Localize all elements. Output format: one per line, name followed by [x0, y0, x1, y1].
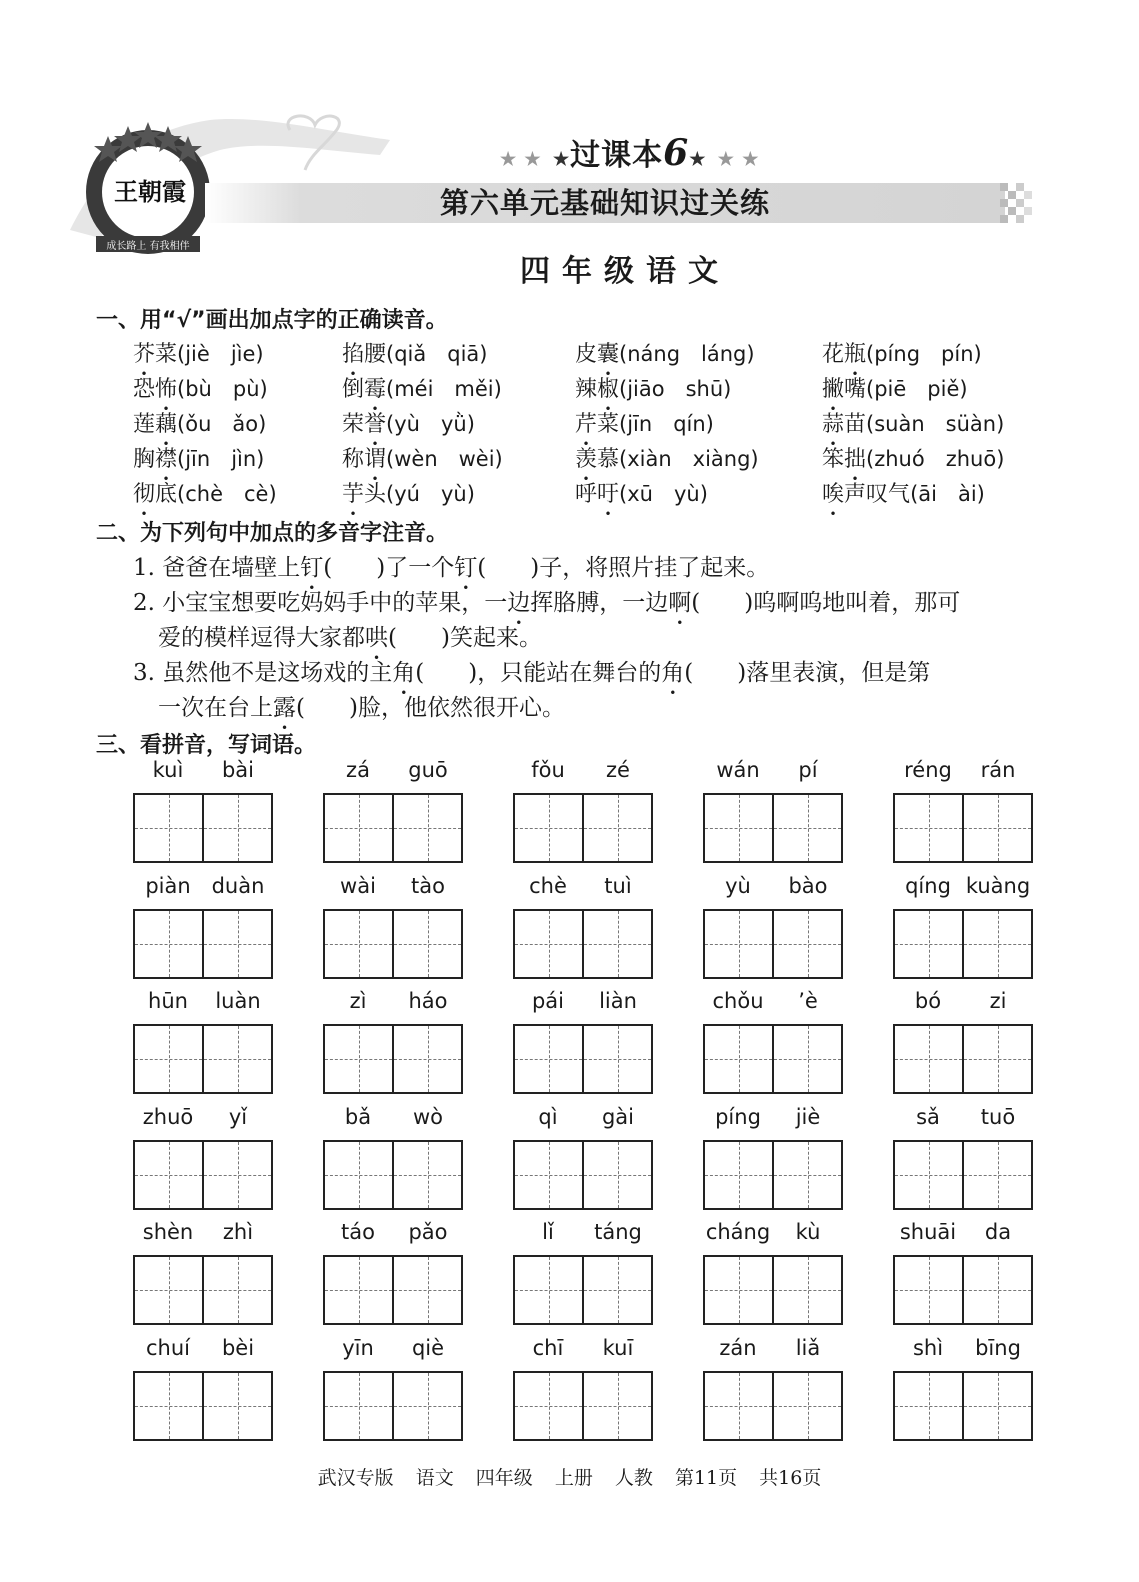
reading-item[interactable]: 荣誉(yù yǜ)	[342, 412, 475, 437]
pinyin-syllable: bīng	[975, 1335, 1021, 1360]
pinyin-syllable: shuāi	[899, 1220, 957, 1244]
character-cell[interactable]	[582, 1373, 651, 1439]
character-cell[interactable]	[962, 1142, 1031, 1208]
character-cell[interactable]	[582, 795, 651, 861]
character-cell[interactable]	[135, 911, 202, 977]
character-cell[interactable]	[515, 795, 582, 861]
sentence-1: 1. 爸爸在墙壁上钉( )了一个钉( )子，将照片挂了起来。	[133, 555, 770, 581]
character-cell[interactable]	[962, 1257, 1031, 1323]
sentence-2: 2. 小宝宝想要吃妈妈手中的苹果，一边挥胳膊，一边啊( )呜啊呜地叫着，那可	[133, 590, 961, 616]
pinyin-options: (qiǎ qiā)	[386, 342, 488, 366]
character-cell[interactable]	[772, 1142, 841, 1208]
character-cell[interactable]	[582, 1026, 651, 1092]
pinyin-syllable: wài	[340, 873, 376, 898]
character-cell[interactable]	[325, 1142, 392, 1208]
character-cell[interactable]	[392, 1026, 461, 1092]
character-cell[interactable]	[325, 1373, 392, 1439]
publisher-logo	[78, 118, 218, 258]
pinyin-options: (piē piě)	[866, 377, 968, 401]
pinyin-syllable: yǐ	[228, 1104, 248, 1129]
pinyin-syllable: kù	[795, 1220, 821, 1244]
checker-decoration	[1000, 183, 1038, 223]
unit-title: 第六单元基础知识过关练	[439, 186, 770, 220]
writing-box[interactable]	[133, 1140, 273, 1210]
character-cell[interactable]	[202, 1257, 271, 1323]
pinyin-syllable: bèi	[221, 1335, 255, 1360]
character-cell[interactable]	[515, 1373, 582, 1439]
sentence-3: 3. 虽然他不是这场戏的主角( )，只能站在舞台的角( )落里表演，但是第	[133, 660, 931, 686]
pinyin-options: (zhuó zhuō)	[866, 447, 1005, 471]
footer-volume: 上册	[554, 1467, 593, 1489]
pinyin-syllable: wán	[716, 758, 760, 782]
reading-item[interactable]: 笨拙(zhuó zhuō)	[822, 447, 1005, 472]
character-cell[interactable]	[135, 1373, 202, 1439]
character-cell[interactable]	[705, 911, 772, 977]
section2-title: 二、为下列句中加点的多音字注音。	[96, 521, 449, 546]
character-cell[interactable]	[392, 795, 461, 861]
character-cell[interactable]	[392, 911, 461, 977]
pinyin-syllable: réng	[904, 758, 952, 782]
character-cell[interactable]	[202, 795, 271, 861]
star-icon: ★ ★	[717, 149, 760, 170]
pinyin-options: (xiàn xiàng)	[619, 447, 759, 471]
character-cell[interactable]	[202, 1142, 271, 1208]
pinyin-syllable: zé	[606, 758, 630, 782]
star-icon: ★ ★	[500, 149, 542, 170]
star-icon: ★	[689, 149, 707, 170]
pinyin-syllable: bào	[788, 873, 828, 898]
pinyin-syllable: táng	[594, 1220, 642, 1244]
pinyin-options: (píng pín)	[866, 342, 982, 366]
pinyin-syllable: chuí	[146, 1335, 190, 1360]
writing-box[interactable]	[513, 909, 653, 979]
character-cell[interactable]	[202, 1026, 271, 1092]
writing-box[interactable]	[513, 1371, 653, 1441]
character-cell[interactable]	[582, 911, 651, 977]
writing-box[interactable]	[513, 1255, 653, 1325]
character-cell[interactable]	[962, 1373, 1031, 1439]
pinyin-syllable: shì	[912, 1335, 944, 1360]
writing-box[interactable]	[893, 1371, 1033, 1441]
pinyin-syllable: yīn	[342, 1335, 374, 1360]
writing-box[interactable]	[513, 1140, 653, 1210]
pinyin-syllable: lǐ	[542, 1220, 554, 1244]
pinyin-options: (ǒu ǎo)	[177, 412, 267, 436]
pinyin-syllable: bǎ	[344, 1104, 372, 1129]
character-cell[interactable]	[705, 795, 772, 861]
reading-item[interactable]: 芋头(yú yù)	[342, 482, 475, 507]
reading-item[interactable]: 芹菜(jīn qín)	[575, 412, 714, 437]
writing-box[interactable]	[513, 793, 653, 863]
writing-box[interactable]	[893, 793, 1033, 863]
pinyin-syllable: guō	[408, 758, 448, 782]
sentence-2-cont: 爱的模样逗得大家都哄( )笑起来。	[158, 625, 542, 651]
pinyin-syllable: píng	[715, 1104, 761, 1129]
pinyin-syllable: yù	[725, 873, 751, 898]
character-cell[interactable]	[135, 795, 202, 861]
character-cell[interactable]	[582, 1142, 651, 1208]
reading-item[interactable]: 呼吁(xū yù)	[575, 482, 708, 507]
character-cell[interactable]	[135, 1257, 202, 1323]
pinyin-options: (yú yù)	[386, 482, 475, 506]
character-cell[interactable]	[962, 1026, 1031, 1092]
pinyin-syllable: liǎ	[795, 1335, 821, 1360]
character-cell[interactable]	[392, 1373, 461, 1439]
character-cell[interactable]	[135, 1026, 202, 1092]
pinyin-syllable: zhuō	[142, 1104, 194, 1129]
footer-total: 共16页	[759, 1467, 822, 1489]
character-cell[interactable]	[515, 1257, 582, 1323]
pinyin-options: (yù yǜ)	[386, 412, 475, 436]
writing-box[interactable]	[323, 1255, 463, 1325]
pinyin-syllable: liàn	[599, 989, 637, 1013]
pinyin-syllable: chǒu	[712, 989, 764, 1013]
footer-grade: 四年级	[475, 1467, 533, 1489]
reading-item[interactable]: 恐怖(bù pù)	[133, 377, 268, 402]
pinyin-syllable: zì	[349, 989, 367, 1013]
pinyin-options: (jiè jìe)	[177, 342, 264, 366]
writing-box[interactable]	[133, 909, 273, 979]
pinyin-syllable: rán	[980, 758, 1016, 782]
writing-box[interactable]	[513, 1024, 653, 1094]
pinyin-options: (jīn jìn)	[177, 447, 265, 471]
writing-box[interactable]	[133, 793, 273, 863]
writing-box[interactable]	[133, 1371, 273, 1441]
pinyin-syllable: pǎo	[408, 1220, 448, 1244]
pinyin-syllable: zi	[989, 989, 1007, 1013]
character-cell[interactable]	[392, 1142, 461, 1208]
writing-box[interactable]	[133, 1024, 273, 1094]
pinyin-syllable: tào	[411, 873, 445, 898]
footer-subject: 语文	[415, 1467, 454, 1489]
pinyin-syllable: pí	[798, 758, 818, 782]
pinyin-syllable: chè	[529, 873, 567, 898]
pinyin-options: (chè cè)	[177, 482, 277, 506]
pinyin-syllable: tuō	[980, 1104, 1016, 1129]
pinyin-syllable: bài	[221, 758, 255, 782]
writing-box[interactable]	[703, 1024, 843, 1094]
pinyin-syllable: wò	[412, 1104, 444, 1129]
pinyin-syllable: háo	[408, 989, 448, 1013]
pinyin-options: (jīn qín)	[619, 412, 714, 436]
character-cell[interactable]	[325, 1257, 392, 1323]
writing-box[interactable]	[323, 1371, 463, 1441]
writing-box[interactable]	[893, 909, 1033, 979]
character-cell[interactable]	[325, 795, 392, 861]
writing-box[interactable]	[133, 1255, 273, 1325]
pinyin-syllable: pái	[531, 989, 565, 1013]
pinyin-options: (náng láng)	[619, 342, 755, 366]
character-cell[interactable]	[202, 1373, 271, 1439]
reading-item[interactable]: 蒜苗(suàn süàn)	[822, 412, 1005, 437]
pinyin-syllable: chī	[532, 1335, 564, 1360]
footer-page: 第11页	[674, 1467, 738, 1489]
character-cell[interactable]	[515, 911, 582, 977]
section3-title: 三、看拼音，写词语。	[96, 733, 317, 758]
footer-publisher: 人教	[614, 1467, 653, 1489]
pinyin-syllable: duàn	[211, 873, 265, 898]
pinyin-syllable: qíng	[905, 873, 951, 898]
reading-item[interactable]: 唉声叹气(āi ài)	[822, 482, 985, 507]
pinyin-syllable: jiè	[795, 1104, 821, 1129]
reading-item[interactable]: 掐腰(qiǎ qiā)	[342, 342, 488, 367]
character-cell[interactable]	[705, 1373, 772, 1439]
character-cell[interactable]	[582, 1257, 651, 1323]
pinyin-syllable: zá	[346, 758, 370, 782]
pinyin-options: (bù pù)	[177, 377, 268, 401]
logo-slogan: 成长路上 有我相伴	[106, 241, 190, 252]
pinyin-options: (wèn wèi)	[386, 447, 503, 471]
pinyin-syllable: cháng	[705, 1220, 771, 1244]
character-cell[interactable]	[392, 1257, 461, 1323]
section1-title: 一、用“√”画出加点字的正确读音。	[96, 308, 448, 333]
writing-box[interactable]	[323, 793, 463, 863]
character-cell[interactable]	[895, 1373, 962, 1439]
pinyin-syllable: qì	[538, 1104, 558, 1129]
pinyin-syllable: zán	[719, 1335, 757, 1360]
character-cell[interactable]	[705, 1257, 772, 1323]
pinyin-syllable: kuì	[152, 758, 184, 782]
character-cell[interactable]	[135, 1142, 202, 1208]
writing-box[interactable]	[323, 1140, 463, 1210]
character-cell[interactable]	[962, 795, 1031, 861]
footer-edition: 武汉专版	[317, 1467, 394, 1489]
character-cell[interactable]	[325, 1026, 392, 1092]
pinyin-syllable: bó	[914, 989, 942, 1013]
character-cell[interactable]	[772, 911, 841, 977]
pinyin-syllable: kuī	[602, 1335, 634, 1360]
character-cell[interactable]	[705, 1026, 772, 1092]
writing-box[interactable]	[893, 1255, 1033, 1325]
pinyin-syllable: da	[984, 1220, 1012, 1244]
pinyin-syllable: ’è	[798, 989, 818, 1013]
page-footer	[0, 1463, 1139, 1490]
pinyin-syllable: gài	[601, 1104, 635, 1129]
logo-text: 王朝霞	[114, 177, 186, 206]
character-cell[interactable]	[772, 795, 841, 861]
writing-box[interactable]	[703, 1140, 843, 1210]
writing-box[interactable]	[323, 1024, 463, 1094]
pinyin-syllable: hūn	[148, 989, 188, 1013]
pinyin-options: (méi měi)	[386, 377, 502, 401]
reading-item[interactable]: 彻底(chè cè)	[133, 482, 277, 507]
pinyin-options: (suàn süàn)	[866, 412, 1005, 436]
character-cell[interactable]	[895, 1257, 962, 1323]
pinyin-syllable: zhì	[222, 1220, 254, 1244]
pinyin-syllable: tuì	[604, 873, 632, 898]
series-label: ★ ★ ★过课本6★ ★ ★	[500, 132, 760, 174]
reading-item[interactable]: 羡慕(xiàn xiàng)	[575, 447, 759, 472]
writing-box[interactable]	[893, 1024, 1033, 1094]
character-cell[interactable]	[515, 1026, 582, 1092]
reading-item[interactable]: 芥菜(jiè jìe)	[133, 342, 264, 367]
pinyin-syllable: piàn	[145, 873, 191, 898]
reading-item[interactable]: 花瓶(píng pín)	[822, 342, 982, 367]
pinyin-syllable: shèn	[142, 1220, 194, 1244]
character-cell[interactable]	[515, 1142, 582, 1208]
character-cell[interactable]	[895, 795, 962, 861]
character-cell[interactable]	[772, 1373, 841, 1439]
writing-box[interactable]	[703, 909, 843, 979]
sentence-3-cont: 一次在台上露( )脸，他依然很开心。	[158, 695, 565, 721]
reading-item[interactable]: 辣椒(jiāo shū)	[575, 377, 732, 402]
pinyin-syllable: luàn	[215, 989, 261, 1013]
reading-item[interactable]: 称谓(wèn wèi)	[342, 447, 503, 472]
reading-item[interactable]: 莲藕(ǒu ǎo)	[133, 412, 267, 437]
character-cell[interactable]	[705, 1142, 772, 1208]
writing-box[interactable]	[703, 1255, 843, 1325]
writing-box[interactable]	[703, 793, 843, 863]
character-cell[interactable]	[772, 1257, 841, 1323]
pinyin-syllable: táo	[341, 1220, 375, 1244]
character-cell[interactable]	[895, 1026, 962, 1092]
character-cell[interactable]	[895, 1142, 962, 1208]
character-cell[interactable]	[202, 911, 271, 977]
character-cell[interactable]	[895, 911, 962, 977]
writing-box[interactable]	[703, 1371, 843, 1441]
character-cell[interactable]	[962, 911, 1031, 977]
pinyin-options: (āi ài)	[910, 482, 985, 506]
pinyin-syllable: qiè	[411, 1335, 445, 1360]
reading-item[interactable]: 撇嘴(piē piě)	[822, 377, 968, 402]
reading-item[interactable]: 皮囊(náng láng)	[575, 342, 755, 367]
subject-title: 四年级语文	[520, 254, 730, 289]
pinyin-syllable: fǒu	[531, 758, 565, 782]
reading-item[interactable]: 胸襟(jīn jìn)	[133, 447, 265, 472]
pinyin-syllable: kuàng	[965, 873, 1031, 898]
writing-box[interactable]	[323, 909, 463, 979]
pinyin-options: (xū yù)	[619, 482, 708, 506]
pinyin-options: (jiāo shū)	[619, 377, 732, 401]
reading-item[interactable]: 倒霉(méi měi)	[342, 377, 502, 402]
pinyin-syllable: sǎ	[916, 1104, 940, 1129]
star-icon: ★	[553, 149, 571, 170]
character-cell[interactable]	[325, 911, 392, 977]
character-cell[interactable]	[772, 1026, 841, 1092]
writing-box[interactable]	[893, 1140, 1033, 1210]
